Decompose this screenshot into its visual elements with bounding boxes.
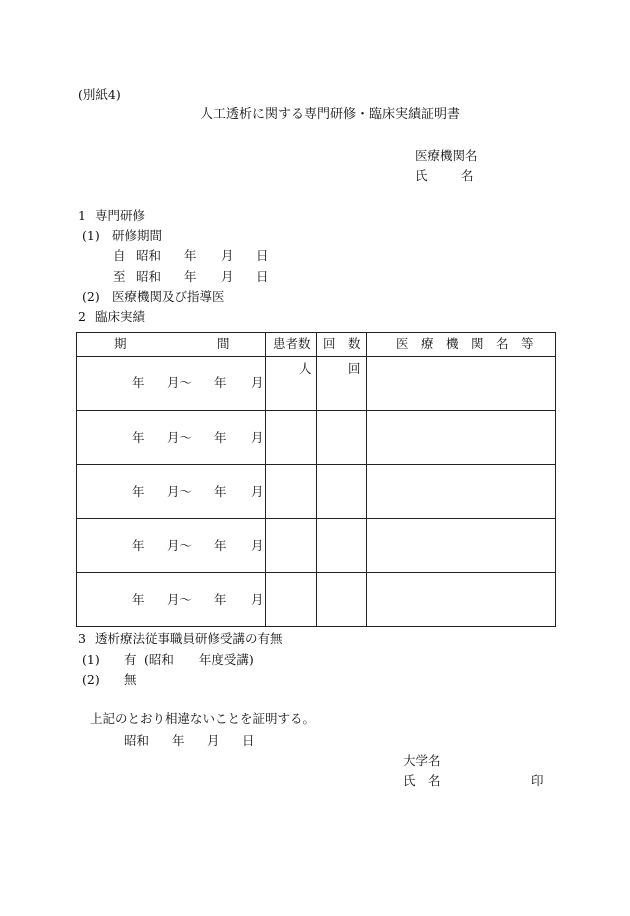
section1-item2-number: (2)	[82, 289, 100, 304]
table-row	[77, 539, 265, 553]
seal-label: 印	[531, 773, 544, 788]
cert-date-era: 昭和	[124, 733, 150, 748]
signer-name-label: 氏 名	[403, 773, 441, 788]
row-start-year: 年	[132, 430, 145, 445]
row-end-year: 年	[214, 538, 227, 553]
section1-item1-number: (1)	[82, 228, 100, 243]
table-row	[77, 485, 265, 499]
row-start-year: 年	[132, 484, 145, 499]
row-end-month: 月	[251, 484, 264, 499]
row-end-month: 月	[251, 592, 264, 607]
column-divider	[366, 333, 367, 626]
clinical-record-table	[76, 332, 556, 627]
annex-label: (別紙4)	[78, 87, 121, 102]
section3-heading: 透析療法従事職員研修受講の有無	[95, 631, 283, 646]
row-divider	[77, 572, 555, 573]
row-start-month: 月～	[167, 430, 193, 445]
row-start-month: 月～	[167, 375, 193, 390]
row-start-year: 年	[132, 375, 145, 390]
row-start-year: 年	[132, 592, 145, 607]
from-prefix: 自	[113, 248, 126, 263]
from-month: 月	[221, 248, 234, 263]
row-end-month: 月	[251, 375, 264, 390]
from-day: 日	[256, 248, 269, 263]
section1-item1-label: 研修期間	[112, 228, 163, 243]
row-start-year: 年	[132, 538, 145, 553]
table-row	[77, 431, 265, 445]
row-end-month: 月	[251, 430, 264, 445]
row-end-year: 年	[214, 592, 227, 607]
unit-times: 回	[348, 361, 361, 376]
university-label: 大学名	[403, 753, 441, 768]
section1-number: 1	[78, 208, 86, 223]
cert-date-year: 年	[172, 733, 185, 748]
row-start-month: 月～	[167, 592, 193, 607]
section2-heading: 臨床実績	[95, 309, 146, 324]
cert-date-day: 日	[242, 733, 255, 748]
section3-item1-number: (1)	[82, 652, 100, 667]
header-period-2: 間	[217, 336, 230, 351]
section1-heading: 専門研修	[95, 208, 146, 223]
column-divider	[316, 333, 317, 626]
row-start-month: 月～	[167, 538, 193, 553]
header-times: 回 数	[323, 336, 361, 351]
section3-item2-label: 無	[124, 672, 137, 687]
header-patients: 患者数	[273, 336, 311, 351]
page-title: 人工透析に関する専門研修・臨床実績証明書	[200, 107, 461, 122]
to-year: 年	[184, 269, 197, 284]
header-period-1: 期	[114, 336, 127, 351]
row-divider	[77, 464, 555, 465]
row-end-year: 年	[214, 484, 227, 499]
section3-item1-detail: (昭和 年度受講)	[144, 652, 254, 667]
table-row	[77, 376, 265, 390]
unit-patients: 人	[299, 361, 312, 376]
row-end-month: 月	[251, 538, 264, 553]
section1-item2-label: 医療機関及び指導医	[112, 289, 225, 304]
section3-item1-label: 有	[124, 652, 137, 667]
row-divider	[77, 518, 555, 519]
to-day: 日	[256, 269, 269, 284]
header-institution: 医 療 機 関 名 等	[396, 336, 534, 351]
row-start-month: 月～	[167, 484, 193, 499]
name-label-1: 氏	[415, 168, 428, 183]
cert-date-month: 月	[207, 733, 220, 748]
table-row	[77, 593, 265, 607]
certification-statement: 上記のとおり相違ないことを証明する。	[90, 711, 316, 726]
to-era: 昭和	[136, 269, 162, 284]
row-end-year: 年	[214, 430, 227, 445]
name-label-2: 名	[461, 168, 474, 183]
to-prefix: 至	[113, 269, 126, 284]
row-divider	[77, 356, 555, 357]
section2-number: 2	[78, 309, 86, 324]
row-end-year: 年	[214, 375, 227, 390]
from-year: 年	[184, 248, 197, 263]
section3-item2-number: (2)	[82, 672, 100, 687]
to-month: 月	[221, 269, 234, 284]
section3-number: 3	[78, 631, 86, 646]
column-divider	[265, 333, 266, 626]
from-era: 昭和	[136, 248, 162, 263]
row-divider	[77, 410, 555, 411]
institution-name-label: 医療機関名	[415, 148, 478, 163]
